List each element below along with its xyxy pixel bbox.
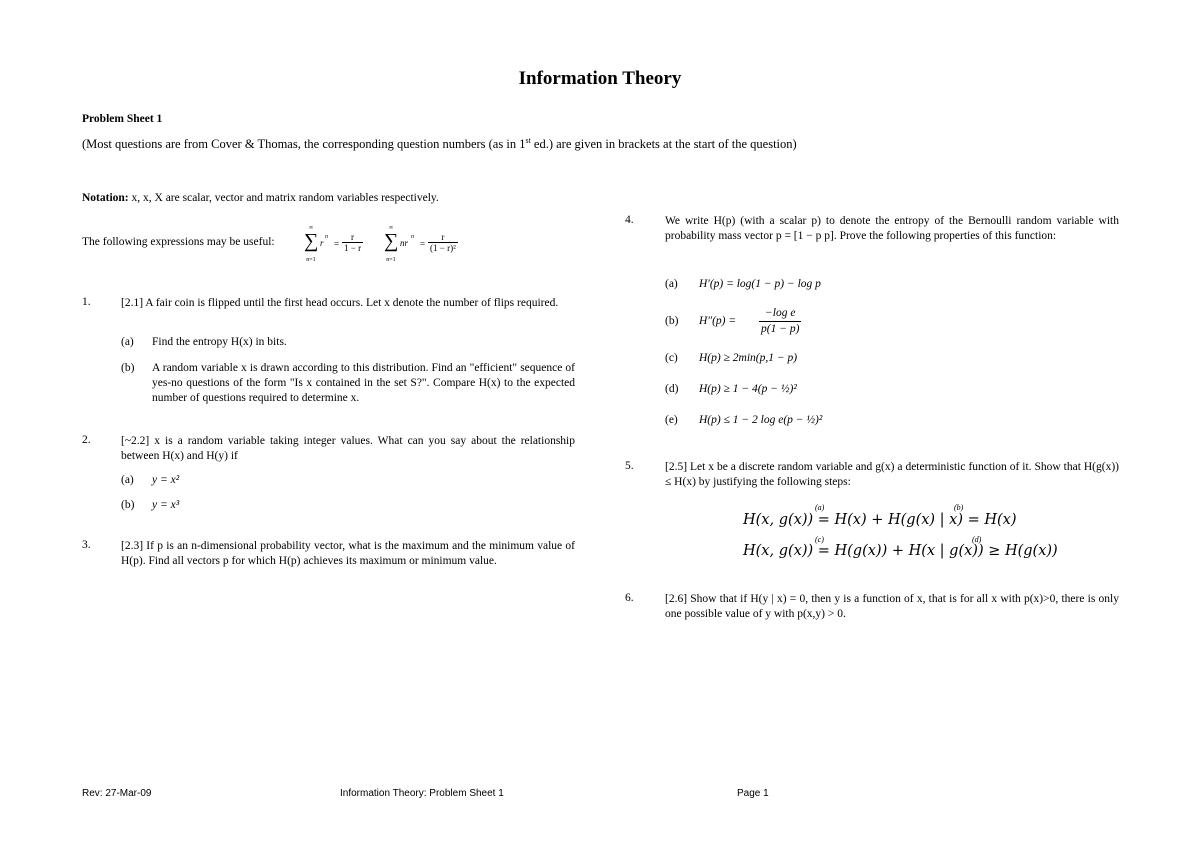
sum1-sigma: ∑ [304, 230, 319, 252]
q2-part-b [121, 498, 321, 513]
sheet-label: Problem Sheet 1 [82, 113, 163, 125]
q4-a-text: H′(p) = log(1 − p) − log p [699, 278, 821, 290]
sum2-exp: n [411, 234, 414, 240]
notation-line [82, 191, 439, 206]
sum1-term: r [320, 238, 324, 248]
q4-part-a [665, 277, 1119, 292]
footer-title: Information Theory: Problem Sheet 1 [340, 788, 504, 799]
q3-text: [2.3] If p is an n-dimensional probability vector, what is the maximum and the minimum value of H(p). Find all vectors p for which H(p) achieves its maximum or minimum value. [121, 540, 575, 567]
q4-a-label: (a) [665, 278, 678, 290]
sum2-lower: n=1 [386, 257, 396, 263]
sum1-den: 1 − r [344, 243, 362, 253]
q4-b-fraction [759, 306, 801, 337]
q4-c-label: (c) [665, 352, 678, 364]
footer-revision: Rev: 27-Mar-09 [82, 788, 152, 799]
q4-e-text: H(p) ≤ 1 − 2 log e(p − ½)² [699, 414, 823, 426]
q6-text: [2.6] Show that if H(y | x) = 0, then y is a function of x, that is for all x with p(x)>0, there is only one possible value of y with p(x,y) > 0. [665, 593, 1119, 620]
q5-number: 5. [625, 460, 634, 472]
q2-a-text: y = x² [152, 474, 180, 486]
q5-text: [2.5] Let x be a discrete random variable and g(x) a deterministic function of it. Show that H(g(x)) ≤ H(x) by justifying the following steps: [665, 461, 1119, 488]
q2-b-text: y = x³ [152, 499, 180, 511]
q2-text: [~2.2] x is a random variable taking integer values. What can you say about the relationship between H(x) and H(y) if [121, 435, 575, 462]
useful-label: The following expressions may be useful: [82, 236, 275, 248]
q6-number: 6. [625, 592, 634, 604]
q4-part-e [665, 413, 1119, 428]
q2-number: 2. [82, 434, 91, 446]
q5-equation-2: H(x, g(x)) = H(g(x)) + H(x | g(x)) ≥ H(g(x)) [743, 543, 1058, 559]
sum1-lower: n=1 [306, 257, 316, 263]
q4-part-c [665, 351, 1119, 366]
sum1-fraction [342, 232, 363, 253]
intro-text [82, 133, 797, 152]
q1-b-label: (b) [121, 362, 135, 374]
q5-step-b-label: (b) [954, 503, 964, 512]
sum2-den: (1 − r)² [430, 243, 456, 253]
useful-formulas [304, 225, 474, 271]
q4-number: 4. [625, 214, 634, 226]
q5-step-d-label: (d) [972, 535, 982, 544]
sum2-sigma: ∑ [384, 230, 399, 252]
footer-page: Page 1 [737, 788, 769, 799]
q2-part-a [121, 473, 321, 488]
q1-text: [2.1] A fair coin is flipped until the first head occurs. Let x denote the number of flips required. [121, 297, 559, 309]
q5-step-a-label: (a) [815, 503, 825, 512]
q1-a-label: (a) [121, 336, 134, 348]
q2-b-label: (b) [121, 499, 135, 511]
q1-part-a [121, 335, 575, 350]
q4-b-label: (b) [665, 315, 679, 327]
q4-d-label: (d) [665, 383, 679, 395]
q4-text: We write H(p) (with a scalar p) to denote the entropy of the Bernoulli random variable with probability mass vector p = [1 − p p]. Prove the following properties of this function: [665, 215, 1119, 242]
notation-label: Notation: [82, 192, 129, 204]
q1-a-text: Find the entropy H(x) in bits. [152, 336, 287, 348]
q1-part-b [121, 361, 575, 406]
sum2-num: r [428, 232, 458, 243]
sum1-num: r [342, 232, 363, 243]
intro-before: (Most questions are from Cover & Thomas, the corresponding question numbers (as in 1 [82, 137, 526, 152]
intro-after: ed.) are given in brackets at the start of the question) [530, 137, 797, 152]
q4-b-den: p(1 − p) [761, 323, 800, 335]
q4-e-label: (e) [665, 414, 678, 426]
q4-b-num: −log e [759, 306, 801, 322]
sum2-term: nr [400, 238, 409, 248]
sum2-upper: ∞ [388, 225, 394, 231]
q3-number: 3. [82, 539, 91, 551]
q4-d-text: H(p) ≥ 1 − 4(p − ½)² [699, 383, 797, 395]
q2-a-label: (a) [121, 474, 134, 486]
q5-step-c-label: (c) [815, 535, 824, 544]
q1-number: 1. [82, 296, 91, 308]
q1-b-text: A random variable x is drawn according to this distribution. Find an "efficient" sequence of yes-no questions of the form "Is x contained in the set S?". Compare H(x) to the expected number of questions required to determine x. [152, 362, 575, 404]
page-title: Information Theory [518, 68, 682, 89]
q4-part-d [665, 382, 1119, 397]
q4-c-text: H(p) ≥ 2min(p,1 − p) [699, 352, 798, 364]
q4-b-pre: H″(p) = [699, 315, 737, 327]
sum2-fraction [428, 232, 458, 253]
notation-text: x, x, X are scalar, vector and matrix random variables respectively. [128, 192, 439, 204]
sum1-exp: n [325, 234, 328, 240]
sum1-eq: = [334, 239, 340, 249]
sum2-eq: = [420, 239, 426, 249]
sum1-upper: ∞ [308, 225, 314, 231]
q4-part-b [665, 306, 1119, 340]
intro-sup: st [525, 136, 531, 145]
q5-equation-1: H(x, g(x)) = H(x) + H(g(x) | x) = H(x) [743, 512, 1017, 528]
